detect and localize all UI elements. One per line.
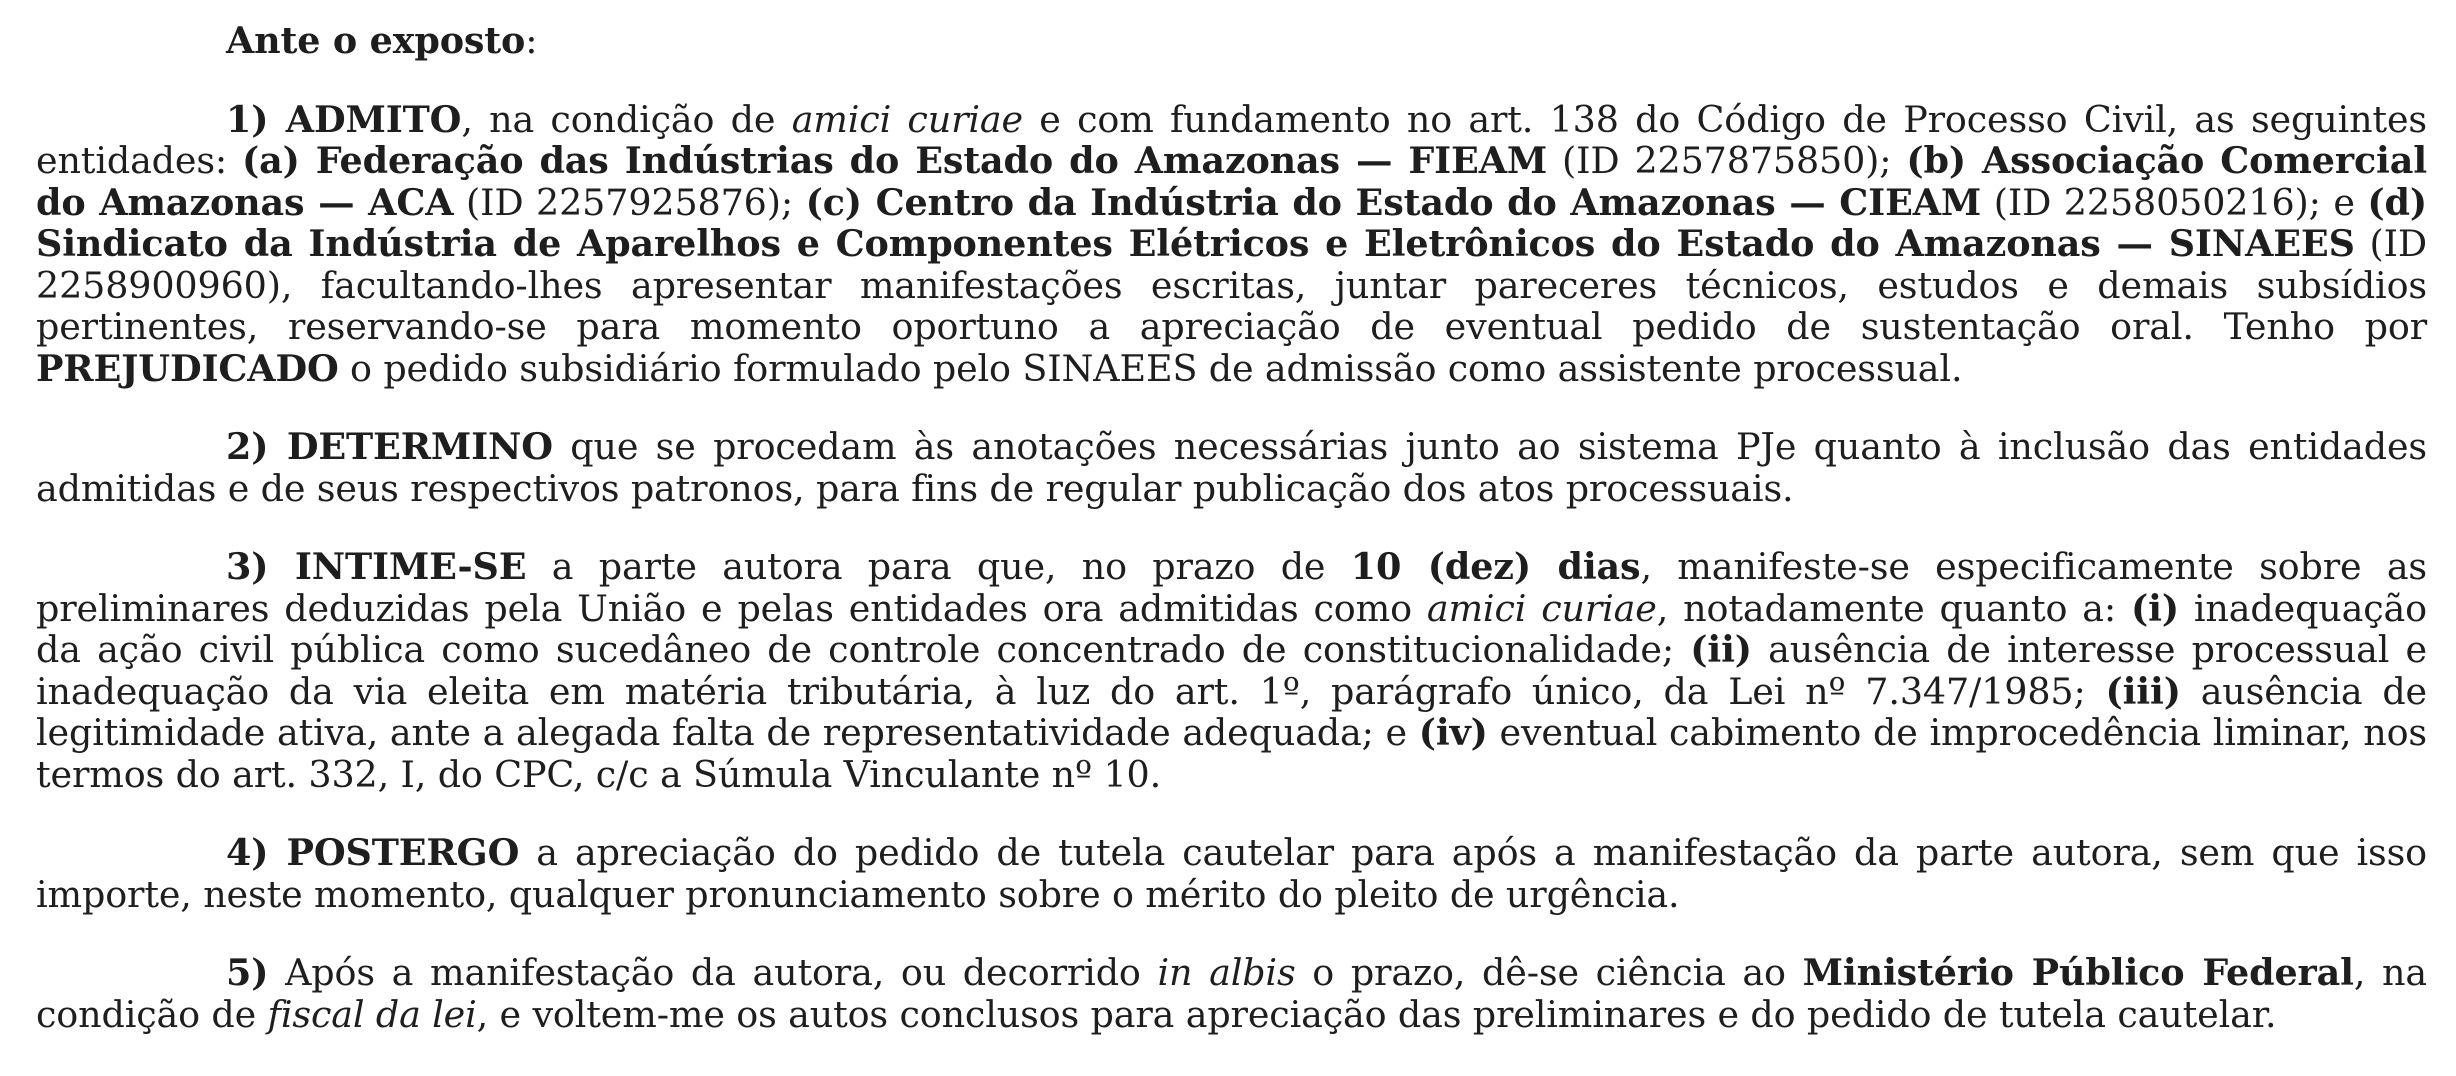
paragraph-4-postergo (36, 832, 2427, 915)
p3-s2: a parte autora para que, no prazo de (526, 545, 1351, 588)
p5-s8: , e voltem-me os autos conclusos para apreciação das preliminares e do pedido de tutela cautelar. (476, 992, 2277, 1036)
paragraph-3-intime-se (36, 546, 2427, 795)
p1-s13: PREJUDICADO (36, 346, 339, 390)
p3-s14: eventual cabimento de improcedência liminar, nos termos do art. 332, I, do CPC, c/c a Súmula Vinculante nº 10. (36, 711, 2427, 796)
p5-s2: Após a manifestação da autora, ou decorrido (268, 951, 1158, 994)
p4-s1: 4) POSTERGO (226, 831, 520, 874)
p3-s9: (ii) (1690, 628, 1752, 671)
p1-s9: (c) Centro da Indústria do Estado do Amazonas — CIEAM (805, 180, 1982, 224)
p3-s12: ausência de legitimidade ativa, ante a alegada falta de representatividade adequada; e (36, 669, 2427, 754)
p2-s1: 2) DETERMINO (226, 425, 553, 468)
p4-s2: a apreciação do pedido de tutela cautelar para após a manifestação da parte autora, sem que isso importe, neste momento, qualquer pronunciamento sobre o mérito do pleito de urgência. (36, 831, 2428, 916)
p1-s14: o pedido subsidiário formulado pelo SINAEES de admissão como assistente processual. (338, 346, 1963, 390)
paragraph-5-apos (36, 952, 2427, 1035)
p1-s3: amici curiae (791, 97, 1023, 141)
p5-s1: 5) (226, 951, 269, 994)
heading-text: Ante o exposto (226, 19, 526, 62)
p3-s3: 10 (dez) dias (1350, 545, 1641, 588)
p1-s10: (ID 2258050216); e (1981, 180, 2368, 224)
p3-s4: , manifeste-se especificamente sobre as preliminares deduzidas pela União e pelas entidades ora admitidas como (36, 545, 2428, 630)
p1-s8: (ID 2257925876); (453, 180, 806, 224)
p3-s10: ausência de interesse processual e inadequação da via eleita em matéria tributária, à luz do art. 1º, parágrafo único, da Lei nº 7.347/1985; (36, 628, 2428, 713)
p1-s1: 1) ADMITO (226, 97, 462, 141)
heading-colon: : (525, 19, 538, 62)
p3-s5: amici curiae (1426, 586, 1657, 630)
p3-s13: (iv) (1418, 711, 1488, 754)
p1-s4: e com fundamento no art. 138 do Código de Processo Civil, as seguintes entidades: (36, 97, 2427, 182)
p1-s6: (ID 2257875850); (1547, 139, 1907, 182)
p5-s4: o prazo, dê-se ciência ao (1295, 951, 1803, 994)
p3-s7: (i) (2131, 586, 2179, 630)
p3-s6: , notadamente quanto a: (1656, 586, 2131, 630)
p3-s11: (iii) (2105, 669, 2181, 713)
p5-s6: , na condição de (36, 951, 2427, 1036)
p1-s11: (d) Sindicato da Indústria de Aparelhos e Componentes Elétricos e Eletrônicos do Estado do Amazonas — SINAEES (36, 180, 2427, 265)
paragraph-2-determino (36, 426, 2427, 509)
p1-s12: (ID 2258900960), facultando-lhes apresentar manifestações escritas, juntar pareceres técnicos, estudos e demais subsídios pertinentes, reservando-se para momento oportuno a apreciação de eventual pedido de sustentação oral. Tenho por (36, 222, 2427, 348)
section-heading (36, 20, 2427, 62)
p2-s2: que se procedam às anotações necessárias junto ao sistema PJe quanto à inclusão das entidades admitidas e de seus respectivos patronos, para fins de regular publicação dos atos processuais. (36, 425, 2428, 510)
p3-s8: inadequação da ação civil pública como sucedâneo de controle concentrado de constitucionalidade; (36, 586, 2427, 671)
decision-document (36, 20, 2427, 1035)
p3-s1: 3) INTIME-SE (226, 545, 527, 588)
p1-s5: (a) Federação das Indústrias do Estado do Amazonas — FIEAM (242, 139, 1548, 182)
p5-s7: fiscal da lei (267, 992, 477, 1036)
p1-s2: , na condição de (461, 97, 792, 141)
paragraph-1-admito (36, 99, 2427, 390)
p5-s5: Ministério Público Federal (1802, 951, 2354, 994)
p5-s3: in albis (1157, 951, 1296, 994)
p1-s7: (b) Associação Comercial do Amazonas — ACA (36, 139, 2427, 224)
